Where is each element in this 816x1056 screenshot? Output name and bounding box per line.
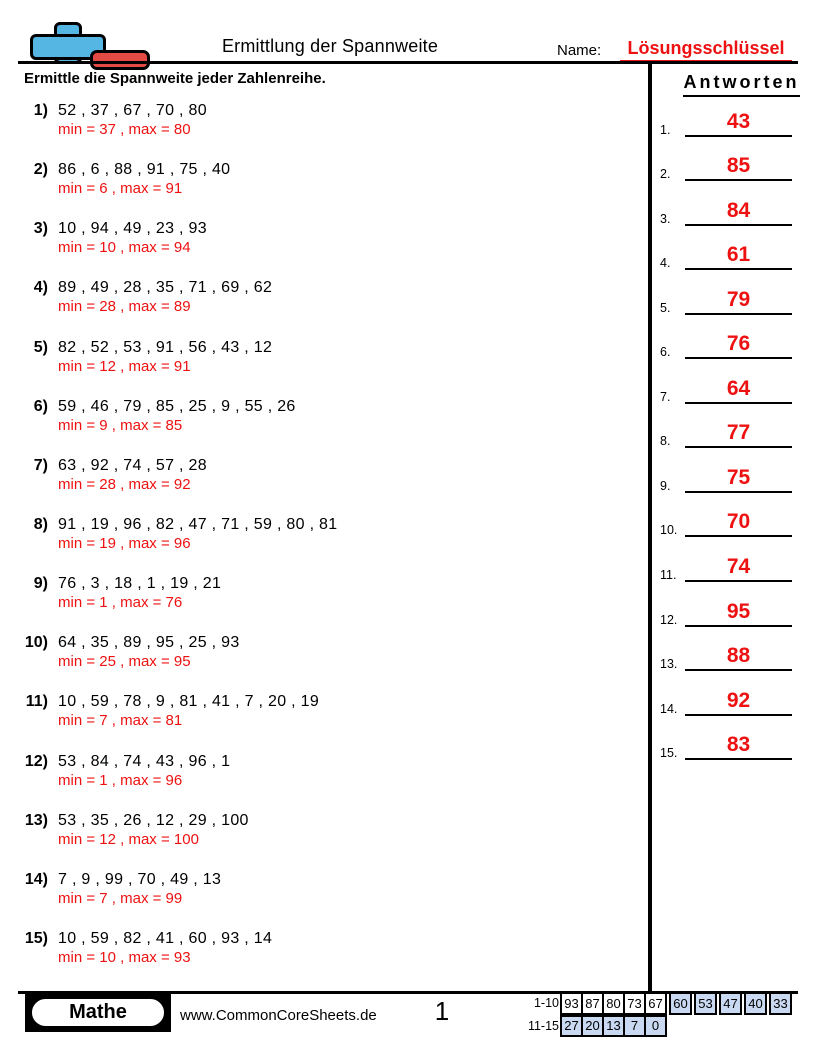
score-grid-cell: 33 <box>769 992 792 1015</box>
score-grid-row <box>516 1015 792 1038</box>
answer-value: 84 <box>726 198 751 222</box>
answer-number: 1. <box>660 122 671 137</box>
score-grid-cell: 27 <box>560 1015 583 1038</box>
answer-blank-line <box>685 288 792 315</box>
problem-row <box>14 574 634 633</box>
answer-value: 75 <box>726 465 751 489</box>
number-series: 53 , 84 , 74 , 43 , 96 , 1 <box>58 752 231 770</box>
number-series: 63 , 92 , 74 , 57 , 28 <box>58 456 207 474</box>
number-series: 86 , 6 , 88 , 91 , 75 , 40 <box>58 161 231 179</box>
score-grid-label: 11-15 <box>527 1018 559 1033</box>
answer-value: 64 <box>726 376 751 400</box>
answer-number: 5. <box>660 300 671 315</box>
problem-number: 11) <box>25 693 48 711</box>
problem-row <box>14 811 634 870</box>
problem-series-line <box>14 811 634 830</box>
min-max-solution: min = 37 , max = 80 <box>58 121 191 138</box>
answer-row <box>657 359 792 404</box>
score-grid-cell: 93 <box>560 992 583 1015</box>
number-series: 10 , 59 , 82 , 41 , 60 , 93 , 14 <box>58 929 273 947</box>
number-series: 91 , 19 , 96 , 82 , 47 , 71 , 59 , 80 , 81 <box>58 515 338 533</box>
answer-row <box>657 181 792 226</box>
subject-badge-label: Mathe <box>30 997 166 1028</box>
answer-row <box>657 270 792 315</box>
answer-number: 8. <box>660 434 671 449</box>
answer-value: 83 <box>726 733 751 757</box>
min-max-solution: min = 12 , max = 100 <box>58 830 199 848</box>
answer-row <box>657 137 792 182</box>
website-url: www.CommonCoreSheets.de <box>180 1007 377 1024</box>
answer-number: 13. <box>660 657 678 672</box>
answer-number: 6. <box>660 345 671 360</box>
answer-value: 95 <box>726 599 751 623</box>
answer-blank-line <box>685 600 792 627</box>
number-series: 7 , 9 , 99 , 70 , 49 , 13 <box>58 870 222 888</box>
min-max-solution: min = 6 , max = 91 <box>58 180 183 198</box>
problem-number: 10) <box>24 634 48 652</box>
min-max-solution: min = 28 , max = 92 <box>58 475 191 493</box>
problem-row <box>14 515 634 574</box>
subject-badge <box>25 993 171 1032</box>
answer-number: 10. <box>660 523 678 538</box>
number-series: 10 , 94 , 49 , 23 , 93 <box>58 220 207 238</box>
answer-value: 70 <box>726 510 751 534</box>
answer-number: 3. <box>660 211 671 226</box>
score-grid-cell: 0 <box>644 1015 667 1038</box>
score-grid-cell: 80 <box>602 992 625 1015</box>
problem-row <box>14 692 634 751</box>
problem-series-line <box>14 752 634 771</box>
answer-row <box>657 404 792 449</box>
problem-row <box>14 338 634 397</box>
answer-value: 77 <box>726 421 751 445</box>
number-series: 53 , 35 , 26 , 12 , 29 , 100 <box>58 811 249 829</box>
min-max-solution: min = 9 , max = 85 <box>58 416 183 434</box>
problem-series-line <box>14 101 634 120</box>
problem-row <box>14 160 634 219</box>
problem-number: 2) <box>33 161 48 179</box>
problem-number: 4) <box>33 279 48 297</box>
answer-blank-line <box>685 154 792 181</box>
answer-blank-line <box>685 689 792 716</box>
answer-blank-line <box>685 110 792 137</box>
min-max-solution: min = 28 , max = 89 <box>58 298 191 316</box>
problem-series-line <box>14 219 634 238</box>
score-grid-cell: 87 <box>581 992 604 1015</box>
problem-series-line <box>14 929 634 948</box>
problem-row <box>14 101 634 160</box>
number-series: 64 , 35 , 89 , 95 , 25 , 93 <box>58 634 240 652</box>
min-max-solution: min = 25 , max = 95 <box>58 653 191 671</box>
problem-row <box>14 752 634 811</box>
answer-value: 61 <box>726 243 751 267</box>
answer-blank-line <box>685 243 792 270</box>
score-grid-cell: 7 <box>623 1015 646 1038</box>
answer-row <box>657 537 792 582</box>
problem-series-line <box>14 515 634 534</box>
answers-list <box>657 92 792 760</box>
answer-blank-line <box>685 733 792 760</box>
problem-number: 3) <box>33 220 48 238</box>
answer-row <box>657 493 792 538</box>
problem-series-line <box>14 870 634 889</box>
number-series: 89 , 49 , 28 , 35 , 71 , 69 , 62 <box>58 279 273 297</box>
answer-number: 7. <box>660 389 671 404</box>
problem-series-line <box>14 160 634 179</box>
answer-number: 15. <box>660 746 678 761</box>
problem-row <box>14 633 634 692</box>
problem-number: 12) <box>24 752 48 770</box>
problem-number: 7) <box>33 456 48 474</box>
answer-value: 43 <box>726 109 751 133</box>
answers-header: Antworten <box>683 72 800 97</box>
score-grid-cell: 73 <box>623 992 646 1015</box>
answer-value: 74 <box>726 555 751 579</box>
number-series: 52 , 37 , 67 , 70 , 80 <box>58 102 207 119</box>
answer-blank-line <box>685 377 792 404</box>
answer-row <box>657 627 792 672</box>
instruction-text: Ermittle die Spannweite jeder Zahlenreihe. <box>24 70 326 87</box>
problem-series-line <box>14 338 634 357</box>
answer-row <box>657 315 792 360</box>
answer-blank-line <box>685 644 792 671</box>
min-max-solution: min = 7 , max = 81 <box>58 712 183 730</box>
score-grid <box>516 992 792 1037</box>
problem-row <box>14 397 634 456</box>
problem-number: 1) <box>33 102 48 119</box>
min-max-solution: min = 10 , max = 94 <box>58 239 191 257</box>
min-max-solution: min = 1 , max = 76 <box>58 594 183 612</box>
min-max-solution: min = 7 , max = 99 <box>58 889 183 907</box>
problem-row <box>14 456 634 515</box>
answer-blank-line <box>685 466 792 493</box>
problem-row <box>14 219 634 278</box>
problem-row <box>14 929 634 988</box>
min-max-solution: min = 12 , max = 91 <box>58 357 191 375</box>
min-max-solution: min = 1 , max = 96 <box>58 771 183 789</box>
score-grid-cell: 53 <box>694 992 717 1015</box>
answer-value: 92 <box>726 688 751 712</box>
problems-list <box>14 101 634 988</box>
answer-row <box>657 716 792 761</box>
number-series: 59 , 46 , 79 , 85 , 25 , 9 , 55 , 26 <box>58 397 296 415</box>
problem-series-line <box>14 397 634 416</box>
answer-number: 12. <box>660 612 678 627</box>
score-grid-label: 1-10 <box>533 996 559 1011</box>
score-grid-cell: 60 <box>669 992 692 1015</box>
answer-row <box>657 448 792 493</box>
problem-series-line <box>14 633 634 652</box>
score-grid-cell: 40 <box>744 992 767 1015</box>
answer-blank-line <box>685 510 792 537</box>
problem-number: 13) <box>24 811 48 829</box>
problem-number: 9) <box>33 575 48 593</box>
number-series: 76 , 3 , 18 , 1 , 19 , 21 <box>58 575 222 593</box>
answer-row <box>657 582 792 627</box>
answer-number: 9. <box>660 478 671 493</box>
answer-number: 11. <box>660 568 677 583</box>
answer-blank-line <box>685 332 792 359</box>
answer-value: 76 <box>726 332 751 356</box>
answer-value: 88 <box>726 644 751 668</box>
min-max-solution: min = 10 , max = 93 <box>58 948 191 966</box>
answer-value: 79 <box>726 287 751 311</box>
page-number: 1 <box>434 996 450 1026</box>
score-grid-cell: 13 <box>602 1015 625 1038</box>
answer-number: 4. <box>660 256 671 271</box>
problem-row <box>14 278 634 337</box>
problem-series-line <box>14 574 634 593</box>
problem-number: 14) <box>24 870 48 888</box>
problem-series-line <box>14 278 634 297</box>
header-rule <box>18 61 798 64</box>
problem-number: 8) <box>33 515 48 533</box>
score-grid-cell: 20 <box>581 1015 604 1038</box>
answer-blank-line <box>685 555 792 582</box>
plus-icon-fill <box>57 37 79 57</box>
score-grid-row <box>516 992 792 1015</box>
minus-icon <box>90 50 150 70</box>
problem-series-line <box>14 456 634 475</box>
score-grid-cell: 67 <box>644 992 667 1015</box>
answer-number: 14. <box>660 701 678 716</box>
name-label: Name: <box>557 42 602 59</box>
problem-number: 15) <box>24 929 48 947</box>
number-series: 10 , 59 , 78 , 9 , 81 , 41 , 7 , 20 , 19 <box>58 693 320 711</box>
problem-number: 6) <box>33 397 48 415</box>
answer-row <box>657 92 792 137</box>
problem-number: 5) <box>33 338 48 356</box>
page-title: Ermittlung der Spannweite <box>221 36 439 56</box>
answer-value: 85 <box>726 154 751 178</box>
answer-key-label: Lösungsschlüssel <box>620 38 792 62</box>
number-series: 82 , 52 , 53 , 91 , 56 , 43 , 12 <box>58 338 273 356</box>
problem-row <box>14 870 634 929</box>
answer-blank-line <box>685 421 792 448</box>
score-grid-cell: 47 <box>719 992 742 1015</box>
answer-blank-line <box>685 199 792 226</box>
answer-row <box>657 671 792 716</box>
column-divider <box>648 63 652 992</box>
problem-series-line <box>14 692 634 711</box>
answer-number: 2. <box>660 167 671 182</box>
min-max-solution: min = 19 , max = 96 <box>58 534 191 552</box>
answer-row <box>657 226 792 271</box>
